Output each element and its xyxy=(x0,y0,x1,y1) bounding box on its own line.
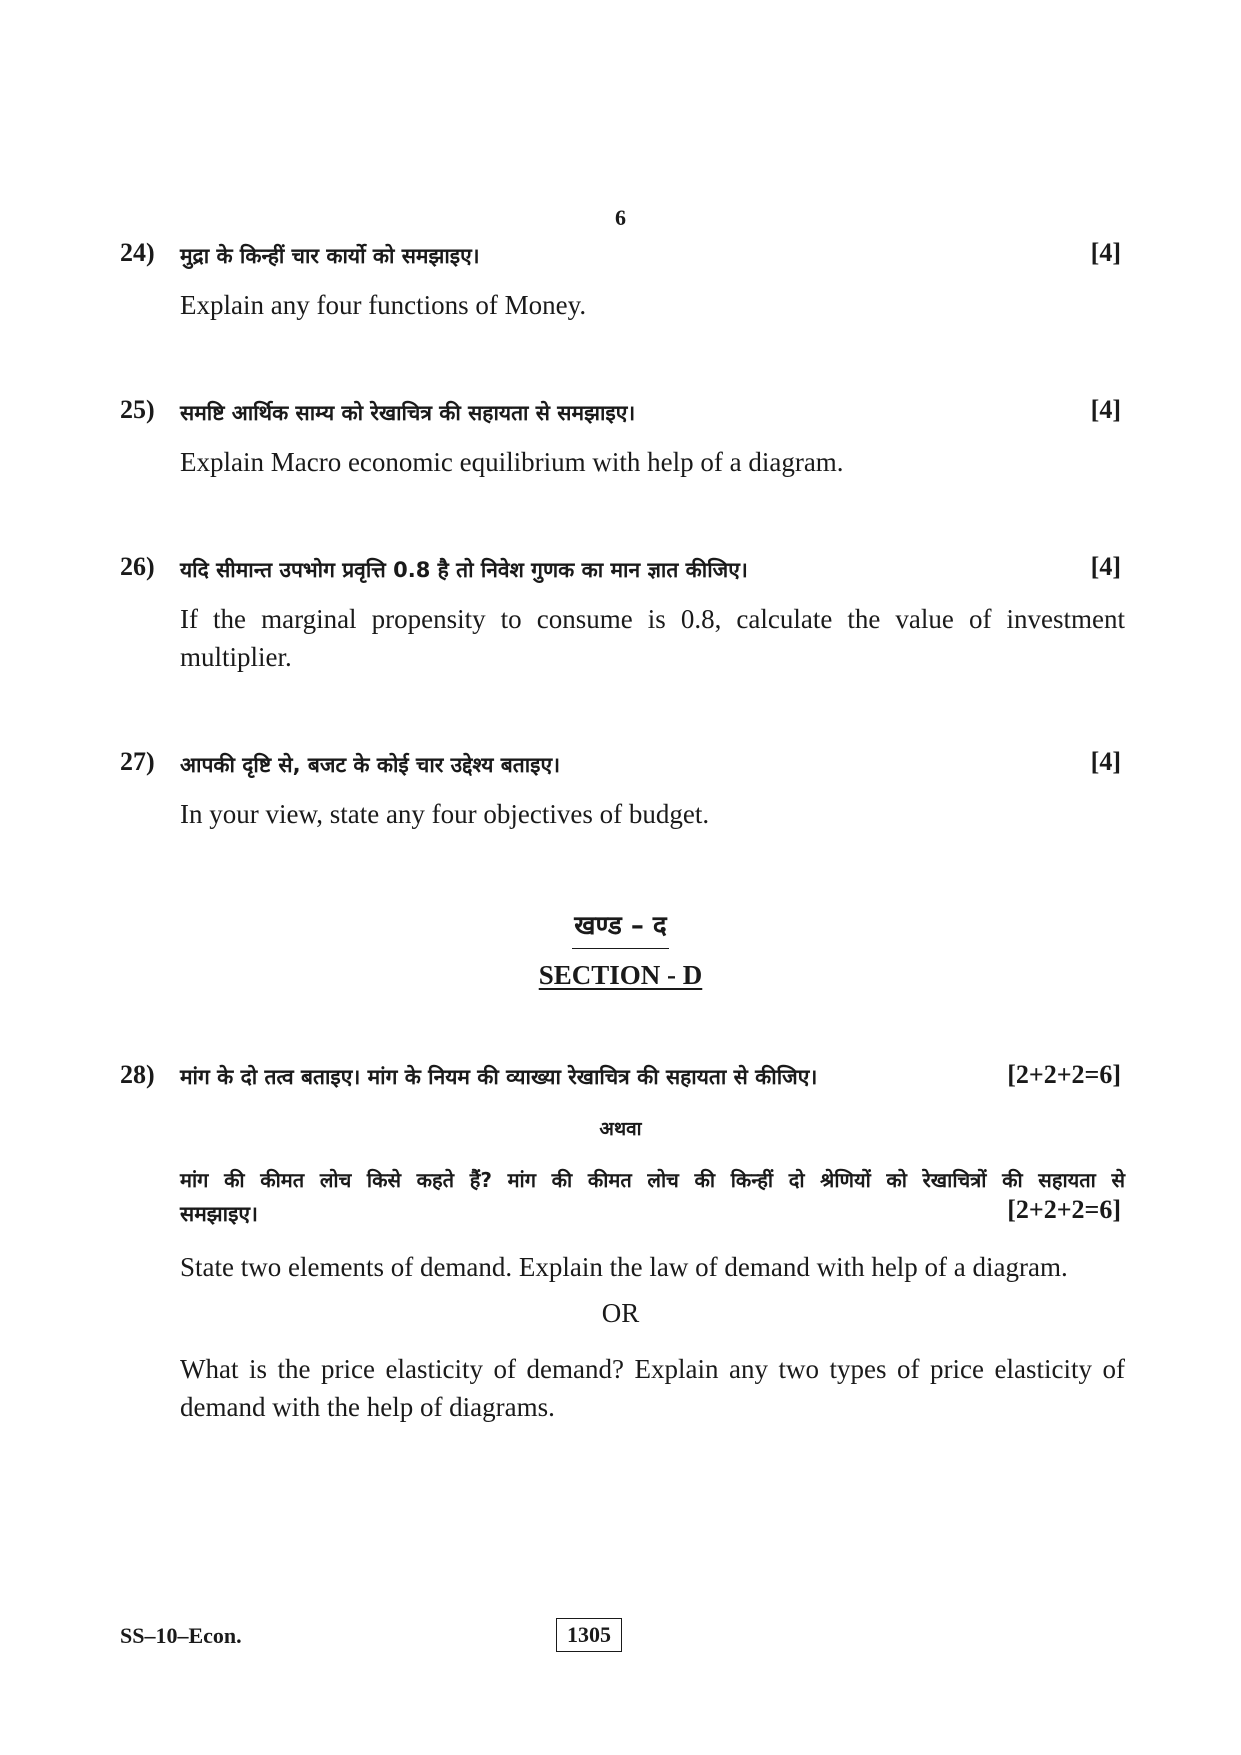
alternative-question-hindi: मांग की कीमत लोच किसे कहते हैं? मांग की कीमत लोच की किन्हीं दो श्रेणियों को रेखाचित्रों की सहायता से xyxy=(180,1168,1125,1192)
footer-subject-code: SS–10–Econ. xyxy=(120,1623,242,1648)
or-separator-english: OR xyxy=(601,1298,640,1328)
question-number: 27) xyxy=(120,747,155,776)
question-text-hindi: यदि सीमान्त उपभोग प्रवृत्ति 0.8 है तो निवेश गुणक का मान ज्ञात कीजिए। xyxy=(180,558,748,582)
alternative-question-marks: [2+2+2=6] xyxy=(1007,1195,1121,1224)
question-marks: [4] xyxy=(1090,238,1121,267)
question-text-english: Explain Macro economic equilibrium with help of a diagram. xyxy=(180,447,844,477)
or-separator-hindi: अथवा xyxy=(599,1118,642,1140)
question-text-english: State two elements of demand. Explain the law of demand with help of a diagram. xyxy=(180,1252,1068,1282)
section-title-english: SECTION - D xyxy=(538,960,703,990)
question-text-english: In your view, state any four objectives of budget. xyxy=(180,799,710,829)
question-marks: [4] xyxy=(1090,747,1121,776)
alternative-question-english: What is the price elasticity of demand? Explain any two types of price elasticity of demand with the help of diagrams. xyxy=(180,1354,1125,1422)
question-number: 25) xyxy=(120,395,155,424)
question-text-hindi: मुद्रा के किन्हीं चार कार्यो को समझाइए। xyxy=(180,244,480,268)
question-text-hindi: मांग के दो तत्व बताइए। मांग के नियम की व्याख्या रेखाचित्र की सहायता से कीजिए। xyxy=(180,1065,818,1089)
question-marks: [4] xyxy=(1090,395,1121,424)
question-text-english: If the marginal propensity to consume is 0.8, calculate the value of investment multiplier. xyxy=(180,604,1125,672)
question-text-hindi: आपकी दृष्टि से, बजट के कोई चार उद्देश्य बताइए। xyxy=(180,753,561,777)
section-title-hindi: खण्ड – द xyxy=(0,906,1241,949)
question-number: 26) xyxy=(120,552,155,581)
question-marks: [2+2+2=6] xyxy=(1007,1060,1121,1089)
question-number: 24) xyxy=(120,238,155,267)
question-marks: [4] xyxy=(1090,552,1121,581)
alternative-question-hindi-end: समझाइए। xyxy=(180,1202,258,1226)
question-text-english: Explain any four functions of Money. xyxy=(180,290,587,320)
footer-paper-code: 1305 xyxy=(556,1618,622,1652)
question-text-hindi: समष्टि आर्थिक साम्य को रेखाचित्र की सहायता से समझाइए। xyxy=(180,401,636,425)
question-number: 28) xyxy=(120,1060,155,1089)
page-number: 6 xyxy=(615,205,626,230)
